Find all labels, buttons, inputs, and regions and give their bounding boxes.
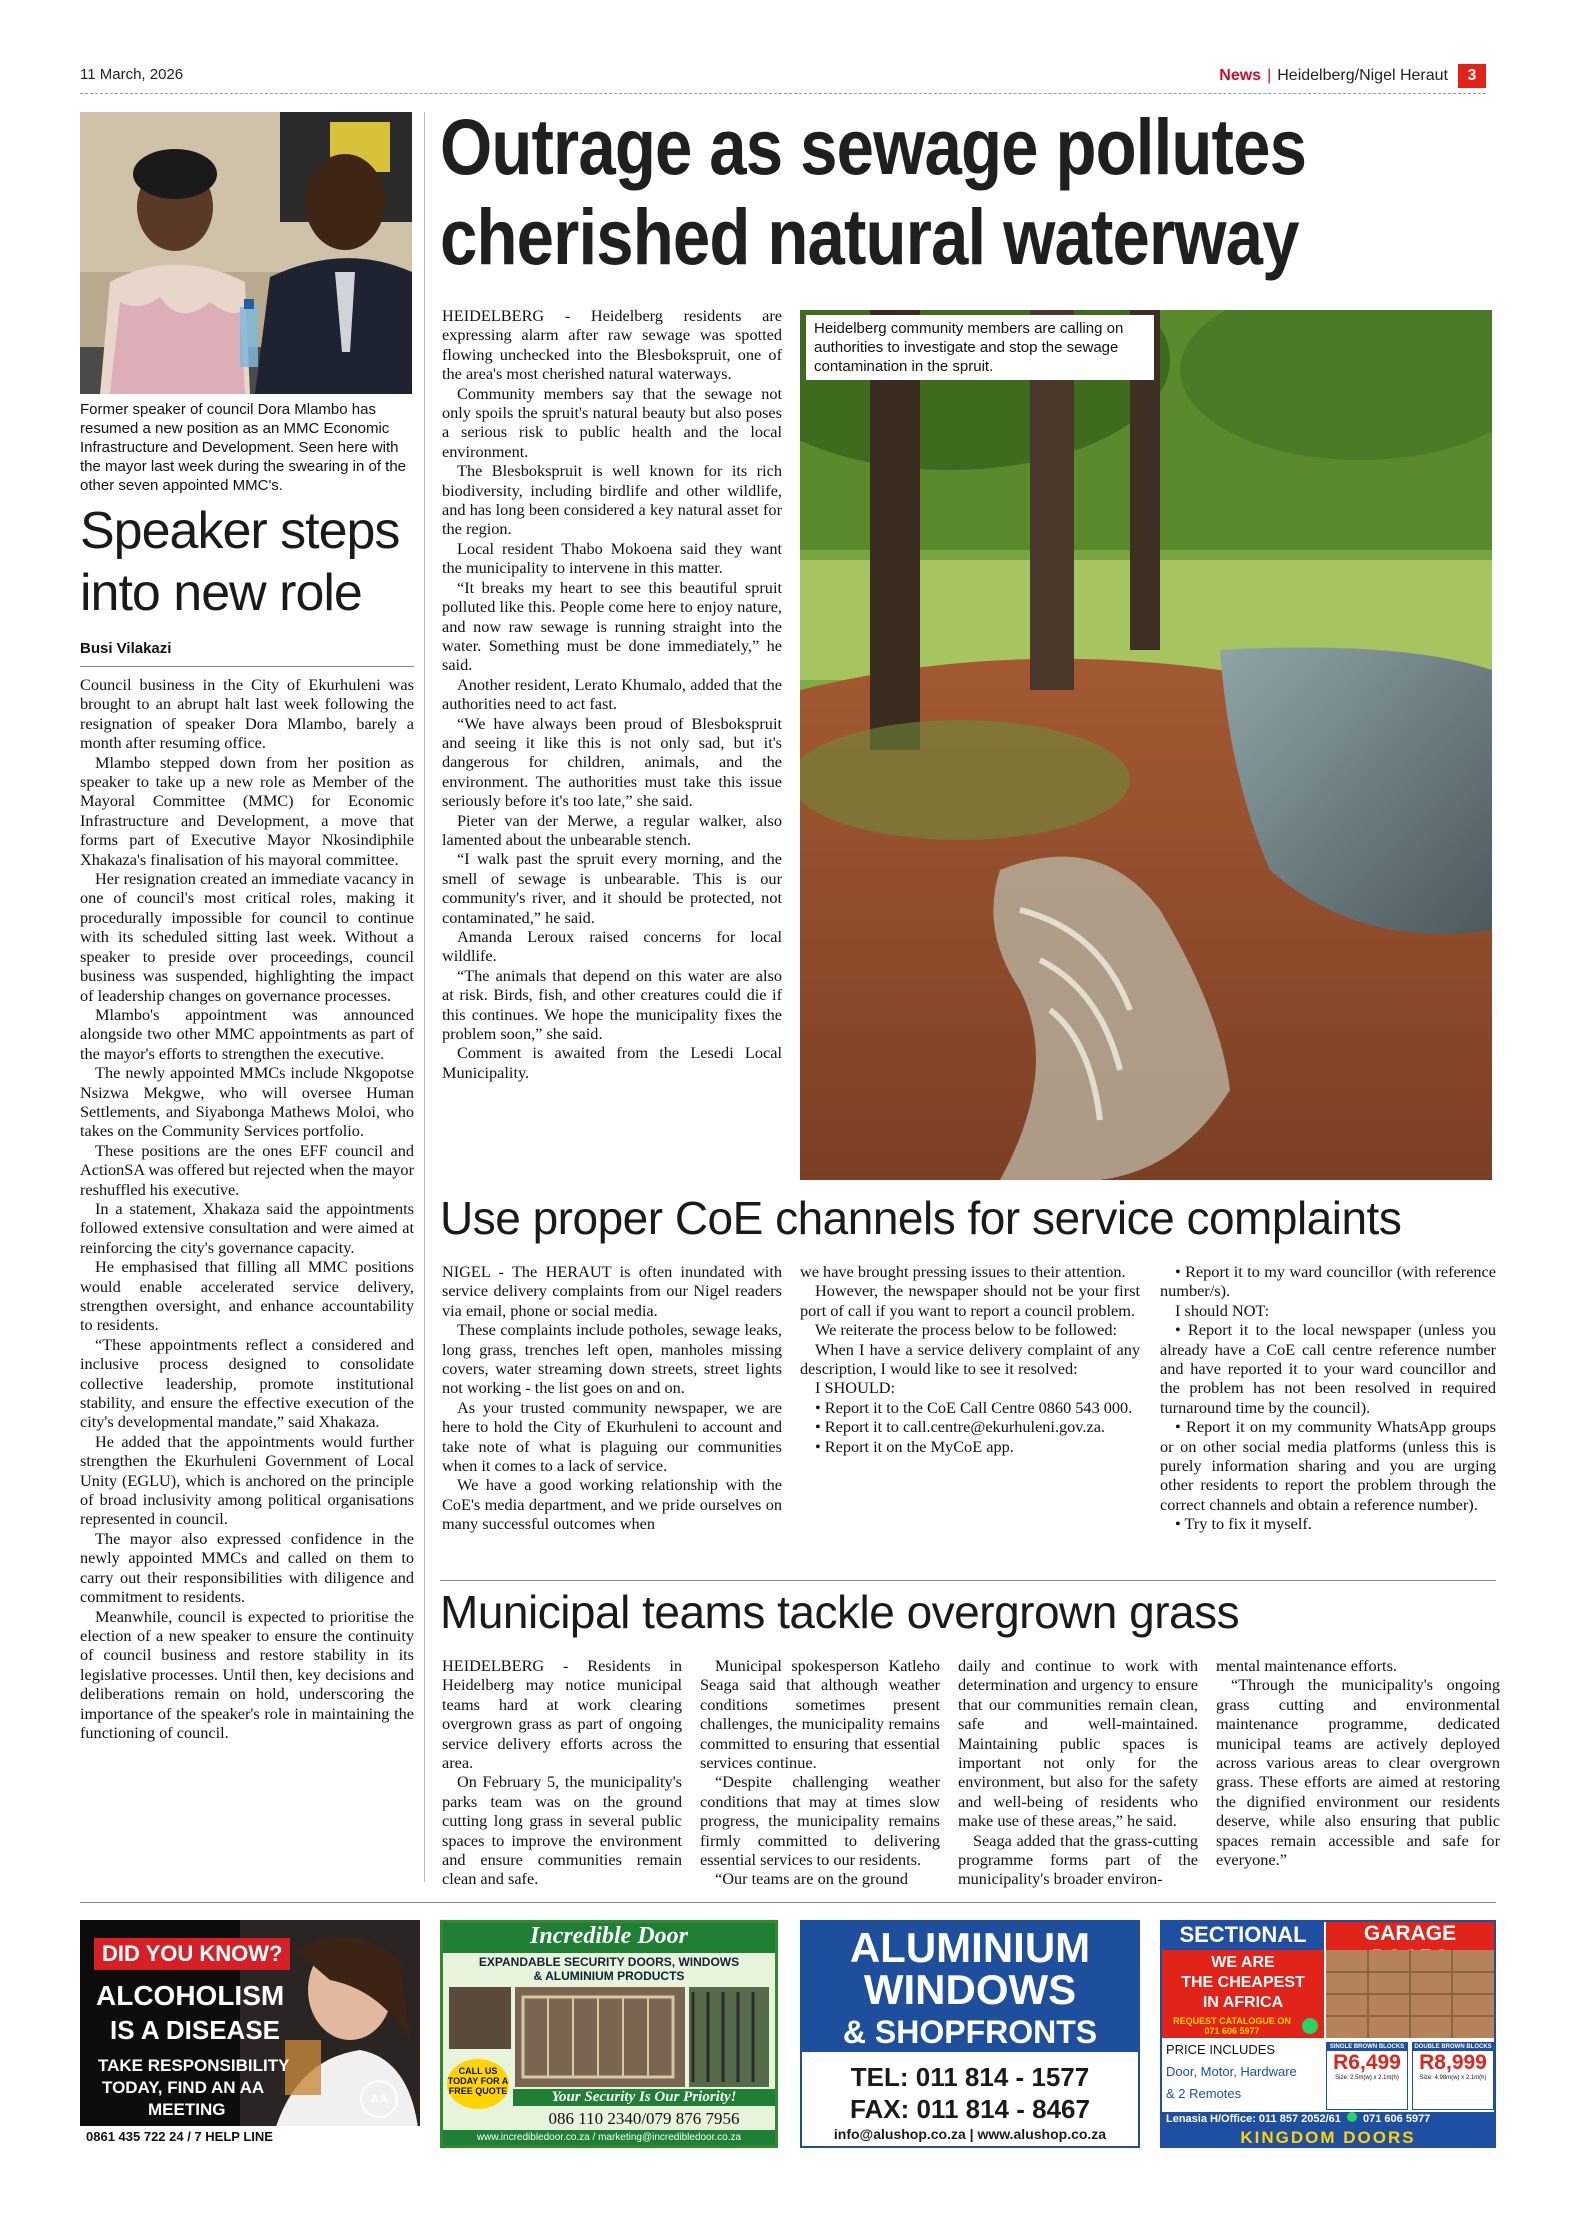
aa-line3: TAKE RESPONSIBILITY (98, 2056, 290, 2075)
article-paragraph: As your trusted community newspaper, we are here to hold the City of Ekurhuleni to account and take note of what is plaguing our communities when it comes to a lack of service. (442, 1397, 782, 1476)
coe-bottom-rule (440, 1580, 1496, 1581)
garage-office[interactable]: Lenasia H/Office: 011 857 2052/61 (1166, 2113, 1341, 2125)
article-paragraph: • Report it to the local newspaper (unless you already have a CoE call centre reference number and have reported it to your ward councillor and the problem has not been resolved in required turnaround time by the council). (1160, 1320, 1496, 1417)
alu-line1: ALUMINIUM (849, 1924, 1091, 1971)
door-brand: Incredible Door (530, 1923, 688, 1949)
alu-line3: & SHOPFRONTS (842, 2014, 1098, 2050)
article-paragraph: HEIDELBERG - Residents in Heidelberg may notice municipal teams hard at work clearing overgrown grass as part of ongoing service delivery efforts across the area. (442, 1656, 682, 1773)
coe-column-3 (1160, 1262, 1496, 1534)
garage-door-photo (1326, 1950, 1494, 2038)
article-paragraph: HEIDELBERG - Heidelberg residents are expressing alarm after raw sewage was spotted flowing unchecked into the Blesbokspruit, one of the area's most cherished natural waterways. (442, 306, 782, 384)
article-paragraph: Comment is awaited from the Lesedi Local Municipality. (442, 1043, 782, 1082)
single-door-size: Size: 2.5m(w) x 2.1m(h) (1335, 2075, 1399, 2081)
grass-headline: Municipal teams tackle overgrown grass (440, 1586, 1240, 1638)
whatsapp-icon (1347, 2112, 1357, 2122)
publication-name: Heidelberg/Nigel Heraut (1277, 67, 1448, 84)
door-tagline-2: & ALUMINIUM PRODUCTS (533, 1969, 685, 1983)
sewage-photo-image (800, 310, 1492, 1180)
header-separator: | (1267, 67, 1272, 84)
aa-line1: ALCOHOLISM (96, 1980, 285, 2011)
article-paragraph: Community members say that the sewage not only spoils the spruit's natural beauty but also poses a serious risk to public health and the local environment. (442, 383, 782, 461)
article-paragraph: These complaints include potholes, sewage leaks, long grass, trenches left open, manholes missing covers, water streaming down streets, street lights not working - the list goes on and on. (442, 1320, 782, 1398)
grass-column-2 (700, 1656, 940, 1889)
article-paragraph: The mayor also expressed confidence in the newly appointed MMCs and called on them to carry out their responsibilities with diligence and commitment to residents. (80, 1528, 414, 1607)
double-door-price: R8,999 (1419, 2051, 1487, 2074)
aa-logo (360, 2080, 398, 2118)
article-paragraph: We have a good working relationship with the CoE's media department, and we pride ourselves on many successful outcomes when (442, 1475, 782, 1534)
garage-cheapest-2: THE CHEAPEST (1181, 1974, 1305, 1991)
double-door-label: DOUBLE BROWN BLOCKS (1414, 2044, 1492, 2050)
article-paragraph: On February 5, the municipality's parks team was on the ground cutting long grass in several public spaces to improve the environment and ensure communities remain clean and safe. (442, 1772, 682, 1889)
article-paragraph: Meanwhile, council is expected to prioritise the election of a new speaker to ensure the continuity of council business and restore stability in its legislative processes. Until then, key decisions and deliberations remain on hold, underscoring the importance of the speaker's role in maintaining the functioning of council. (80, 1606, 414, 1742)
coe-column-2 (800, 1262, 1140, 1456)
article-paragraph: Council business in the City of Ekurhuleni was brought to an abrupt halt last week following the resignation of speaker Dora Mlambo, barely a month after resuming office. (80, 675, 414, 753)
garage-cheapest-1: WE ARE (1211, 1954, 1275, 1971)
article-paragraph: Another resident, Lerato Khumalo, added that the authorities need to act fast. (442, 674, 782, 714)
article-paragraph: Her resignation created an immediate vacancy in one of council's most critical roles, making it procedurally impossible for council to continue with its scheduled sitting last week. Without a speaker to preside over proceedings, council business was suspended, highlighting the impact of leadership changes on governance processes. (80, 869, 414, 1005)
issue-date: 11 March, 2026 (80, 66, 184, 83)
article-paragraph: • Report it on the MyCoE app. (815, 1436, 1014, 1456)
aa-line2: IS A DISEASE (110, 2015, 281, 2045)
garage-includes-1: Door, Motor, Hardware (1166, 2064, 1297, 2079)
article-paragraph: In a statement, Xhakaza said the appointments followed extensive consultation and were aimed at reinforcing the city's governance capacity. (80, 1198, 414, 1257)
aa-badge: DID YOU KNOW? (94, 1938, 290, 1970)
grass-column-1 (442, 1656, 682, 1889)
aa-helpline: 0861 435 722 24 / 7 HELP LINE (80, 2126, 420, 2148)
article-paragraph: However, the newspaper should not be your first port of call if you want to report a council problem. (800, 1281, 1140, 1320)
sewage-headline-line1: Outrage as sewage pollutes (440, 102, 1307, 191)
speaker-story-body (80, 675, 414, 1742)
ads-top-rule (80, 1902, 1496, 1903)
incredible-door-advert[interactable] (440, 1920, 778, 2148)
single-door-price-box (1326, 2042, 1408, 2110)
article-paragraph: Mlambo's appointment was announced alongside two other MMC appointments as part of the mayor's efforts to strengthen the executive. (80, 1004, 414, 1063)
article-paragraph: The newly appointed MMCs include Nkgopotse Nsizwa Mekgwe, who will oversee Human Settlements, and Siyabonga Mathews Moloi, who takes on the Community Services portfolio. (80, 1063, 414, 1141)
article-paragraph: These positions are the ones EFF council and ActionSA was offered but rejected when the mayor reshuffled his executive. (80, 1140, 414, 1199)
article-paragraph: • Report it to my ward councillor (with reference number/s). (1160, 1262, 1496, 1301)
aa-logo-text: AA (370, 2092, 388, 2106)
grass-column-4 (1216, 1656, 1500, 1869)
kingdom-doors-advert[interactable] (1160, 1920, 1496, 2148)
article-paragraph: • Report it to the CoE Call Centre 0860 543 000. (815, 1397, 1133, 1417)
aa-line5: MEETING (148, 2100, 226, 2119)
article-paragraph: Municipal spokesperson Katleho Seaga said that although weather conditions sometimes present challenges, the municipality remains committed to ensuring that essential services continue. (700, 1656, 940, 1773)
article-paragraph: “These appointments reflect a considered and inclusive process designed to consolidate collective leadership, promote institutional stability, and ensure the effective execution of the city's developmental mandate,” said Xhakaza. (80, 1334, 414, 1432)
sewage-photo (800, 310, 1492, 1180)
article-paragraph: “It breaks my heart to see this beautiful spruit polluted like this. People come here to enjoy nature, and now raw sewage is running straight into the water. Something must be done immediately,” he said. (442, 577, 782, 675)
door-phones[interactable]: 086 110 2340/079 876 7956 (548, 2109, 740, 2128)
door-web[interactable]: www.incredibledoor.co.za / marketing@incredibledoor.co.za (443, 2130, 775, 2145)
article-paragraph: Mlambo stepped down from her position as speaker to take up a new role as Member of the Mayoral Committee (MMC) for Economic Infrastructure and Development, a move that forms part of Executive Mayor Nkosindiphile Xhakaza's finalisation of his mayoral committee. (80, 752, 414, 869)
garage-catalogue: REQUEST CATALOGUE ON (1173, 2016, 1291, 2026)
article-paragraph: “Through the municipality's ongoing grass cutting and environmental maintenance programme, dedicated municipal teams are actively deployed across various areas to clear overgrown grass. These efforts are aimed at restoring the dignified environment our residents deserve, while also ensuring that public spaces remain accessible and safe for everyone.” (1216, 1675, 1500, 1870)
article-paragraph: I SHOULD: (815, 1378, 896, 1398)
alu-web[interactable]: info@alushop.co.za | www.alushop.co.za (833, 2126, 1107, 2142)
door-call-badge: CALL US TODAY FOR A FREE QUOTE (447, 2059, 509, 2109)
section-label: News (1219, 67, 1262, 84)
garage-whatsapp[interactable]: 071 606 5977 (1363, 2113, 1431, 2125)
sewage-story-body (442, 306, 782, 1082)
article-paragraph: Pieter van der Merwe, a regular walker, also lamented about the unbearable stench. (442, 810, 782, 849)
column-divider (424, 112, 425, 1882)
article-paragraph: • Report it to call.centre@ekurhuleni.gov.za. (815, 1417, 1105, 1437)
garage-contact-bar (1162, 2112, 1494, 2128)
single-door-label: SINGLE BROWN BLOCKS (1327, 2043, 1407, 2051)
kingdom-doors-brand: KINGDOM DOORS (1162, 2128, 1494, 2148)
grass-column-3 (958, 1656, 1198, 1889)
article-paragraph: “Our teams are on the ground (715, 1869, 909, 1889)
garage-price-includes: PRICE INCLUDES (1166, 2042, 1276, 2057)
garage-includes-2: & 2 Remotes (1166, 2086, 1242, 2101)
garage-catalogue-number[interactable]: 071 606 5977 (1204, 2026, 1260, 2036)
article-paragraph: • Report it on my community WhatsApp groups or on other social media platforms (unless this is purely information sharing and you are urging other residents to report the problem through the correct channels and obtain a reference number). (1160, 1417, 1496, 1514)
sewage-photo-caption: Heidelberg community members are calling on authorities to investigate and stop the sewage contamination in the spruit. (806, 315, 1154, 380)
article-paragraph: we have brought pressing issues to their attention. (800, 1262, 1126, 1281)
speaker-headline: Speaker steps into new role (80, 502, 400, 622)
article-paragraph: daily and continue to work with determination and urgency to ensure that our communities remain clean, safe and well-maintained. Maintaining public spaces is important not only for the environment, but also for the safety and well-being of residents who make use of these areas,” he said. (958, 1656, 1198, 1831)
sewage-headline-line2: cherished natural waterway (440, 192, 1299, 281)
byline-rule (80, 666, 414, 667)
article-paragraph: He added that the appointments would further strengthen the Ekurhuleni Government of Local Unity (EGLU), which is anchored on the principle of broad inclusivity among political organisations represented in council. (80, 1431, 414, 1529)
speaker-byline: Busi Vilakazi (80, 640, 172, 657)
alu-tel[interactable]: TEL: 011 814 - 1577 (850, 2062, 1090, 2092)
article-paragraph: When I have a service delivery complaint of any description, I would like to see it resolved: (800, 1339, 1140, 1379)
article-paragraph: • Try to fix it myself. (1175, 1514, 1312, 1534)
page-number: 3 (1458, 64, 1486, 88)
garage-doors-title: GARAGE (1326, 1922, 1494, 1950)
speaker-photo-caption: Former speaker of council Dora Mlambo has resumed a new position as an MMC Economic Infrastructure and Development. Seen here with the mayor last week during the swearing in of the other seven appointed MMC's. (80, 401, 407, 494)
article-paragraph: NIGEL - The HERAUT is often inundated with service delivery complaints from our Nigel readers via email, phone or social media. (442, 1262, 782, 1320)
page-header (1219, 64, 1486, 88)
article-paragraph: He emphasised that filling all MMC positions would enable accelerated service delivery, strengthen oversight, and enhance accountability to residents. (80, 1257, 414, 1335)
article-paragraph: I should NOT: (1175, 1300, 1270, 1320)
article-paragraph: Seaga added that the grass-cutting programme forms part of the municipality's broader environ- (958, 1830, 1198, 1889)
garage-cheapest-3: IN AFRICA (1202, 1994, 1284, 2011)
article-paragraph: “The animals that depend on this water are also at risk. Birds, fish, and other creatures could die if this continues. We hope the municipality fixes the problem soon,” she said. (442, 965, 782, 1044)
article-paragraph: “I walk past the spruit every morning, and the smell of sewage is unbearable. This is our community's river, and it should be protected, not contaminated,” he said. (442, 849, 782, 927)
article-paragraph: mental maintenance efforts. (1216, 1656, 1397, 1675)
article-paragraph: The Blesbokspruit is well known for its rich biodiversity, including birdlife and other wildlife, and has long been considered a key natural asset for the region. (442, 461, 782, 539)
door-priority: Your Security Is Our Priority! (513, 2089, 775, 2106)
double-door-price-box (1412, 2042, 1494, 2110)
alu-fax: FAX: 011 814 - 8467 (850, 2094, 1090, 2124)
whatsapp-icon (1302, 2018, 1318, 2034)
coe-column-1 (442, 1262, 782, 1534)
coe-headline: Use proper CoE channels for service complaints (440, 1192, 1402, 1244)
garage-sectional: SECTIONAL (1162, 1922, 1324, 1950)
article-paragraph: “Despite challenging weather conditions that may at times slow progress, the municipality remains firmly committed to delivering essential services to our residents. (700, 1772, 940, 1870)
article-paragraph: Local resident Thabo Mokoena said they want the municipality to intervene in this matter. (442, 538, 782, 578)
door-tagline-1: EXPANDABLE SECURITY DOORS, WINDOWS (478, 1955, 740, 1969)
sewage-headline (440, 102, 1440, 282)
article-paragraph: Amanda Leroux raised concerns for local wildlife. (442, 927, 782, 966)
aa-line4: TODAY, FIND AN AA (102, 2078, 265, 2097)
speaker-photo (80, 112, 412, 394)
aa-advert[interactable] (80, 1920, 420, 2148)
single-door-price: R6,499 (1333, 2051, 1401, 2074)
article-paragraph: We reiterate the process below to be followed: (815, 1320, 1118, 1340)
double-door-size: Size: 4.98m(w) x 2.1m(h) (1419, 2075, 1487, 2081)
article-paragraph: “We have always been proud of Blesbokspruit and seeing it like this is not only sad, but it's dangerous for children, animals, and the environment. The authorities must take this issue seriously before it's too late,” she said. (442, 713, 782, 811)
speaker-photo-image (80, 112, 412, 394)
header-rule (80, 93, 1486, 94)
alu-line2: WINDOWS (863, 1966, 1077, 2013)
alushop-advert[interactable] (800, 1920, 1140, 2148)
